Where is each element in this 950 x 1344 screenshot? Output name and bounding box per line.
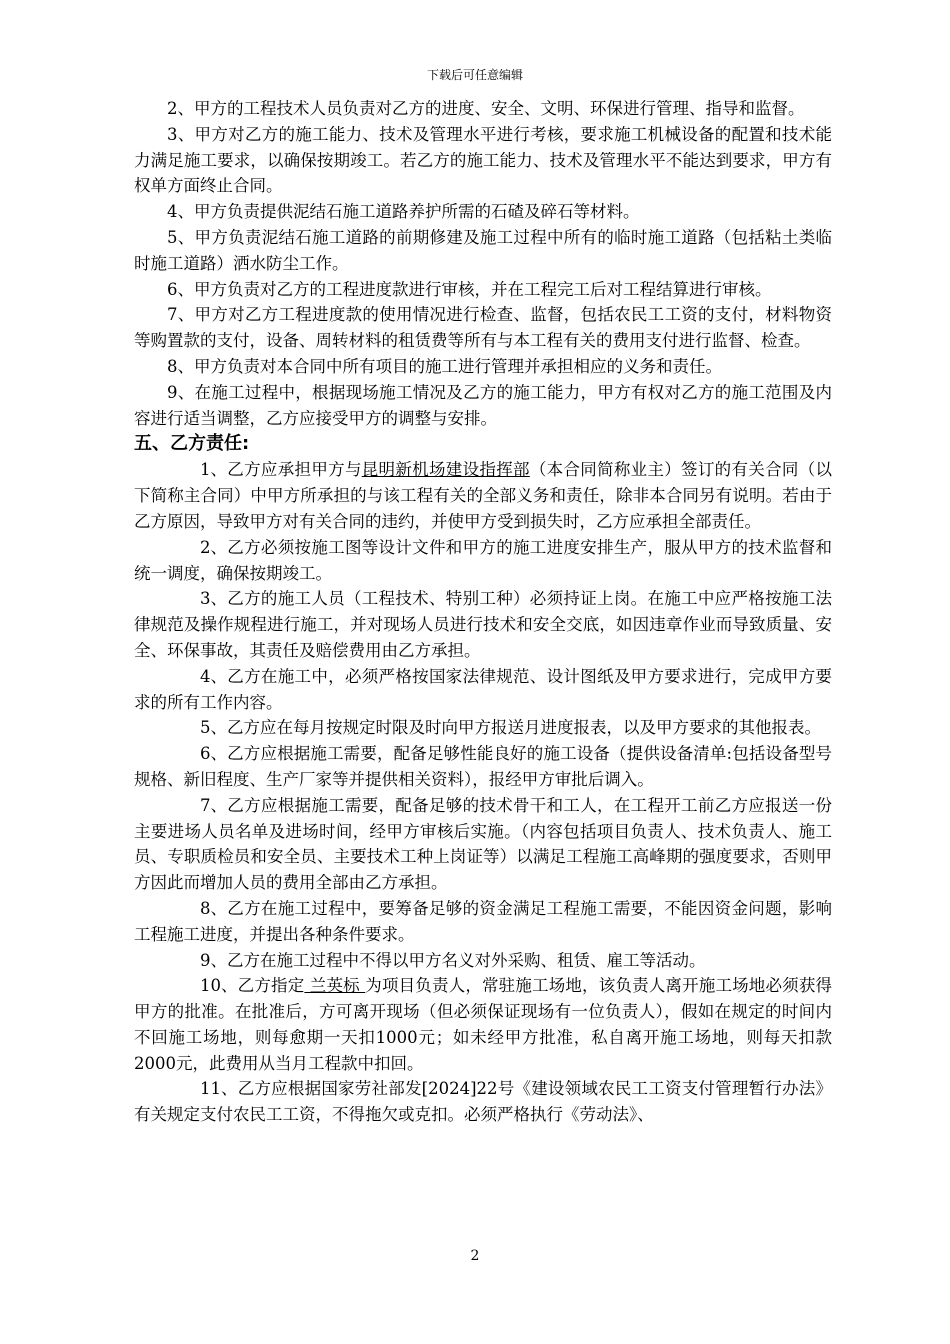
party-b-item-9: 9、乙方在施工过程中不得以甲方名义对外采购、租赁、雇工等活动。	[134, 948, 832, 974]
party-b-item-10: 10、乙方指定 兰英标 为项目负责人，常驻施工场地，该负责人离开施工场地必须获得甲方的批准。在批准后，方可离开现场（但必须保证现场有一位负责人），假如在规定的时间内不回施工场地，则每愈期一天扣1000元；如未经甲方批准，私自离开施工场地，则每天扣款2000元，此费用从当月工程款中扣回。	[134, 973, 832, 1076]
item-number: 1、	[200, 460, 227, 480]
party-b-item-2: 2、乙方必须按施工图等设计文件和甲方的施工进度安排生产，服从甲方的技术监督和统一调度，确保按期竣工。	[134, 535, 832, 587]
party-b-item-3: 3、乙方的施工人员（工程技术、特别工种）必须持证上岗。在施工中应严格按施工法律规范及操作规程进行施工，并对现场人员进行技术和安全交底，如因违章作业而导致质量、安全、环保事故，其责任及赔偿费用由乙方承担。	[134, 586, 832, 663]
party-a-item-2: 2、甲方的工程技术人员负责对乙方的进度、安全、文明、环保进行管理、指导和监督。	[167, 99, 805, 118]
item-number: 3、	[200, 589, 227, 609]
project-manager-name: 兰英标	[304, 976, 366, 996]
party-b-item-6: 6、乙方应根据施工需要，配备足够性能良好的施工设备（提供设备清单:包括设备型号规格、新旧程度、生产厂家等并提供相关资料），报经甲方审批后调入。	[134, 741, 832, 793]
party-b-item-1: 1、乙方应承担甲方与昆明新机场建设指挥部（本合同简称业主）签订的有关合同（以下简称主合同）中甲方所承担的与该工程有关的全部义务和责任，除非本合同另有说明。若由于乙方原因，导致甲方对有关合同的违约，并使甲方受到损失时，乙方应承担全部责任。	[134, 457, 832, 534]
party-b-item-8: 8、乙方在施工过程中，要筹备足够的资金满足工程施工需要，不能因资金问题，影响工程施工进度，并提出各种条件要求。	[134, 896, 832, 948]
party-a-item-6: 6、甲方负责对乙方的工程进度款进行审核，并在工程完工后对工程结算进行审核。	[167, 279, 772, 299]
item-number: 2、	[200, 537, 227, 557]
item-number: 11、	[200, 1079, 238, 1099]
page-number: 2	[470, 1248, 480, 1264]
owner-name: 昆明新机场建设指挥部	[361, 460, 530, 480]
party-a-item-8: 8、甲方负责对本合同中所有项目的施工进行管理并承担相应的义务和责任。	[167, 356, 722, 376]
page-header: 下载后可任意编辑	[426, 68, 523, 82]
item-number: 4、	[200, 666, 227, 686]
party-b-item-7: 7、乙方应根据施工需要，配备足够的技术骨干和工人，在工程开工前乙方应报送一份主要进场人员名单及进场时间，经甲方审核后实施。（内容包括项目负责人、技术负责人、施工员、专职质检员和安全员、主要技术工种上岗证等）以满足工程施工高峰期的强度要求，否则甲方因此而增加人员的费用全部由乙方承担。	[134, 793, 832, 896]
item-number: 5、	[200, 718, 227, 738]
contract-body	[134, 96, 832, 1128]
party-a-item-9: 9、在施工过程中，根据现场施工情况及乙方的施工能力，甲方有权对乙方的施工范围及内容进行适当调整，乙方应接受甲方的调整与安排。	[134, 382, 832, 428]
party-b-item-11: 11、乙方应根据国家劳社部发[2024]22号《建设领域农民工工资支付管理暂行办法》有关规定支付农民工工资，不得拖欠或克扣。必须严格执行《劳动法》、	[134, 1076, 832, 1128]
party-a-item-5: 5、甲方负责泥结石施工道路的前期修建及施工过程中所有的临时施工道路（包括粘土类临时施工道路）洒水防尘工作。	[134, 227, 832, 273]
party-a-item-4: 4、甲方负责提供泥结石施工道路养护所需的石碴及碎石等材料。	[167, 202, 640, 222]
section-5-title: 五、乙方责任:	[134, 433, 250, 455]
item-number: 10、	[200, 976, 238, 996]
item-number: 6、	[200, 744, 227, 764]
party-a-item-7: 7、甲方对乙方工程进度款的使用情况进行检查、监督，包括农民工工资的支付，材料物资等购置款的支付，设备、周转材料的租赁费等所有与本工程有关的费用支付进行监督、检查。	[134, 305, 832, 351]
party-a-item-3: 3、甲方对乙方的施工能力、技术及管理水平进行考核，要求施工机械设备的配置和技术能力满足施工要求，以确保按期竣工。若乙方的施工能力、技术及管理水平不能达到要求，甲方有权单方面终止合同。	[134, 124, 832, 196]
item-number: 8、	[200, 898, 227, 918]
item-number: 9、	[200, 950, 227, 970]
party-b-item-5: 5、乙方应在每月按规定时限及时向甲方报送月进度报表，以及甲方要求的其他报表。	[134, 715, 832, 741]
party-b-item-4: 4、乙方在施工中，必须严格按国家法律规范、设计图纸及甲方要求进行，完成甲方要求的所有工作内容。	[134, 664, 832, 716]
item-number: 7、	[200, 795, 227, 815]
